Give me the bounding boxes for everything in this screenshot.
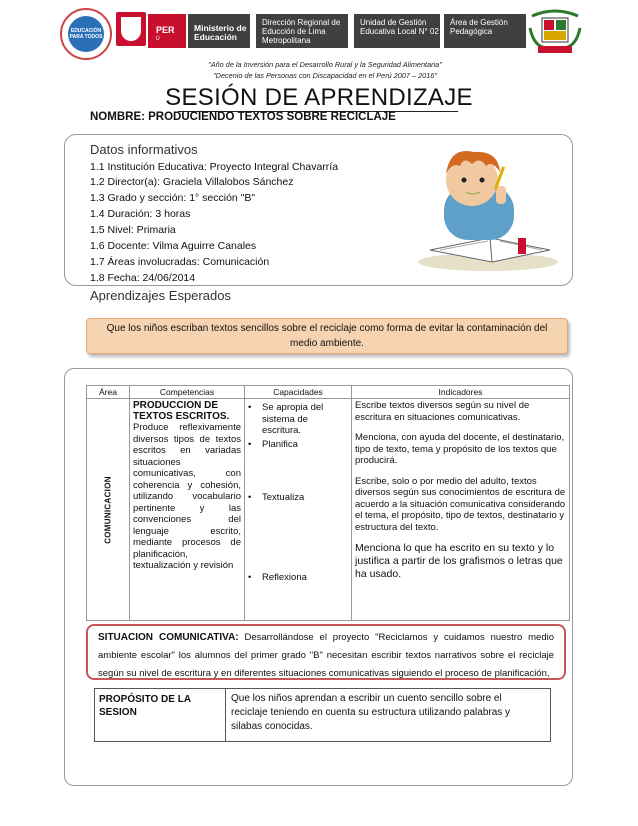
proposito-table (94, 688, 551, 742)
area-bar (444, 14, 526, 48)
area-label: Área de Gestión Pedagógica (450, 18, 508, 36)
datos-line: 1.1 Institución Educativa: Proyecto Integral Chavarría (90, 161, 339, 173)
expected-learning-box (86, 318, 568, 354)
competencies-table (86, 385, 570, 621)
indicador-text: Menciona, con ayuda del docente, el destinatario, tipo de texto, tema y propósito de los textos que producirá. (355, 432, 565, 466)
motto-line-2: "Decenio de las Personas con Discapacidad en el Perú 2007 – 2016" (213, 71, 437, 80)
motto-line-1: "Año de la Inversión para el Desarrollo Rural y la Seguridad Alimentaria" (208, 60, 442, 69)
regional-crest-icon (528, 8, 582, 56)
ugel-bar (354, 14, 440, 48)
expected-learning-text: Que los niños escriban textos sencillos sobre el reciclaje como forma de evitar la contaminación del medio ambiente. (106, 323, 548, 349)
situacion-text: Desarrollándose el proyecto "Reciclamos y cuidamos nuestro medio ambiente escolar" los alumnos del primer grado "B" necesitan escribir textos narrativos sobre el reciclaje según su nivel de escritura y en diferentes situaciones comunicativas siguiendo el proceso de planificación, (98, 632, 554, 679)
capacidad-text: Reflexiona (262, 571, 307, 583)
dre-bar (256, 14, 348, 48)
dre-label: Dirección Regional de Educción de Lima Metropolitana (262, 18, 341, 45)
competencia-cell (130, 399, 245, 621)
competencia-title: PRODUCCION DE TEXTOS ESCRITOS. (133, 400, 230, 422)
proposito-label: PROPÓSITO DE LA SESION (95, 689, 226, 741)
aprendizajes-heading: Aprendizajes Esperados (90, 288, 231, 303)
indicador-text: Menciona lo que ha escrito en su texto y lo justifica a partir de los grafismos o letras que ha usado. (355, 542, 563, 580)
col-header: Indicadores (352, 386, 570, 399)
capacidad-text: Planifica (262, 438, 298, 450)
capacidad-item: • Planifica (248, 438, 298, 450)
boy-writing-illustration (400, 146, 560, 278)
capacidad-item: • Textualiza (248, 492, 305, 503)
per-bar (148, 14, 186, 48)
per-label: PER (156, 25, 175, 35)
datos-heading: Datos informativos (90, 142, 198, 157)
situacion-label: SITUACION COMUNICATIVA: (98, 632, 239, 643)
badge-text: EDUCACIÓN PARA TODOS (68, 16, 104, 52)
table-header-row (87, 386, 570, 399)
per-sub: Ú (156, 36, 160, 42)
datos-line: 1.4 Duración: 3 horas (90, 208, 191, 220)
capacidades-cell (245, 399, 352, 621)
datos-line: 1.8 Fecha: 24/06/2014 (90, 272, 196, 284)
area-cell (87, 399, 130, 621)
datos-line: 1.6 Docente: Vilma Aguirre Canales (90, 240, 257, 252)
col-header: Capacidades (245, 386, 352, 399)
session-name: NOMBRE: PRODUCIENDO TEXTOS SOBRE RECICLAJE (90, 111, 396, 123)
datos-line: 1.3 Grado y sección: 1° sección "B" (90, 192, 256, 204)
datos-line: 1.2 Director(a): Graciela Villalobos Sánchez (90, 176, 294, 188)
ministry-bar (188, 14, 250, 48)
situacion-comunicativa-box (86, 624, 566, 680)
ugel-label: Unidad de Gestión Educativa Local N° 02 (360, 18, 439, 36)
capacidad-item: • Se apropia del sistema de escritura. (248, 402, 348, 437)
page-title: SESIÓN DE APRENDIZAJE (165, 84, 473, 111)
table-row (87, 399, 570, 621)
indicadores-cell (352, 399, 570, 621)
capacidad-item: • Reflexiona (248, 571, 307, 583)
competencia-body: Produce reflexivamente diversos tipos de textos escritos en variadas situaciones comunicativas, con coherencia y cohesión, utilizando vocabulario pertinente y las convenciones del lenguaje escrito, mediante procesos de planificación, textualización y revisión (133, 422, 241, 571)
capacidad-text: Textualiza (262, 492, 305, 503)
indicador-text: Escribe, solo o por medio del adulto, textos diversos según sus conocimientos de escritura de acuerdo a la situación comunicativa considerando el tema, el propósito, tipo de textos, destinatario y estructura del texto. (355, 475, 566, 533)
datos-line: 1.5 Nivel: Primaria (90, 224, 176, 236)
proposito-text: Que los niños aprendan a escribir un cuento sencillo sobre el reciclaje teniendo en cuenta su estructura utilizando palabras y silabas conocidas. (231, 693, 511, 732)
ministry-label: Ministerio de Educación (194, 23, 247, 42)
indicador-text: Escribe textos diversos según su nivel de escritura en situaciones comunicativas. (355, 400, 530, 423)
area-label: COMUNICACION (103, 475, 113, 544)
capacidad-text: Se apropia del sistema de escritura. (262, 402, 324, 436)
education-badge-logo (60, 8, 112, 60)
col-header: Competencias (130, 386, 245, 399)
datos-line: 1.7 Áreas involucradas: Comunicación (90, 256, 270, 268)
peru-shield-logo (116, 12, 146, 46)
col-header: Área (87, 386, 130, 399)
